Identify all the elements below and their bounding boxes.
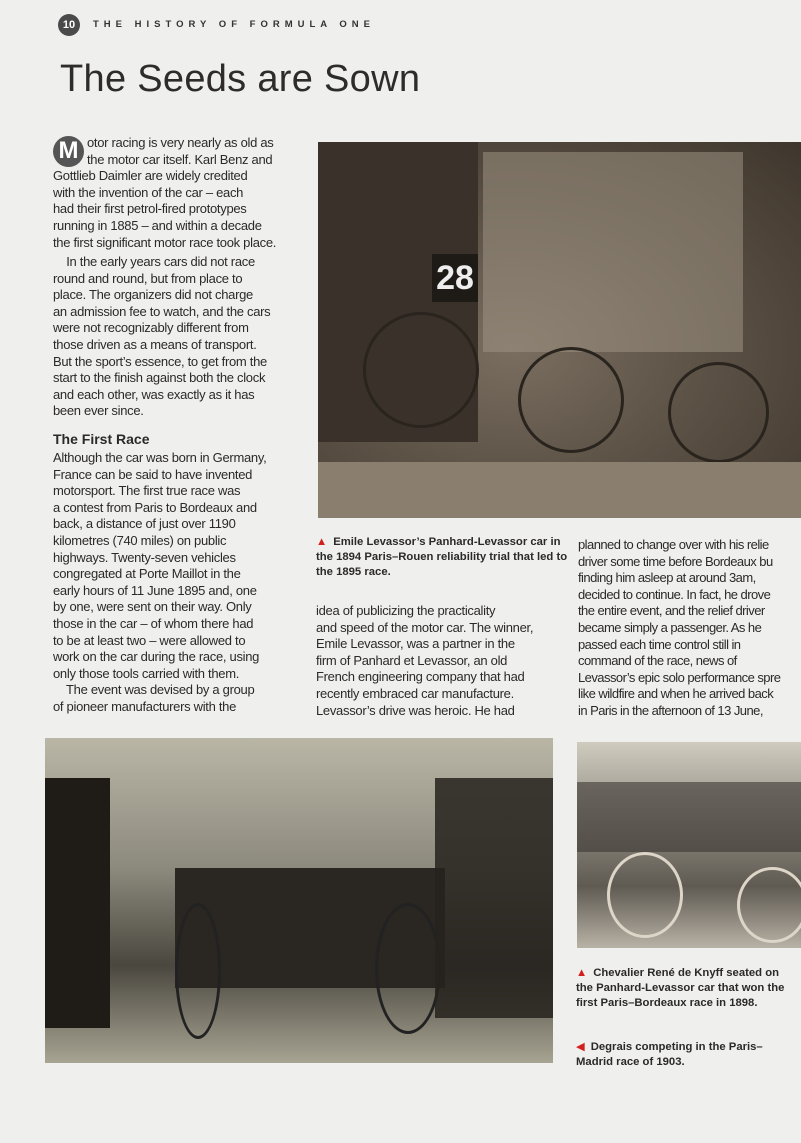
- section-paragraph: Although the car was born in Germany, France can be said to have invented motorsport. The first true race was a contest from Paris to Bordeaux and back, a distance of just over 1190 kilometres (740 miles) on public highways. Twenty-seven vehicles congregated at Porte Maillot in the early hours of 11 June 1895 and, one by one, were sent on their way. Only those in the car – of whom there had to be at least two – were allowed to work on the car during the race, using only those tools carried with them. The event was devised by a group of pioneer manufacturers with the: [53, 450, 267, 714]
- intro-text: [53, 135, 308, 251]
- up-arrow-icon: ▲: [316, 536, 328, 548]
- section-heading: The First Race: [53, 431, 150, 447]
- photo-levassor-car-1894: [318, 142, 801, 518]
- up-arrow-icon: ▲: [576, 967, 588, 979]
- page-number: 10: [58, 14, 80, 36]
- photo-de-knyff-paris-bordeaux: [577, 742, 801, 948]
- page-title: The Seeds are Sown: [60, 58, 421, 100]
- column-3-text: planned to change over with his relie driver some time before Bordeaux bu finding him asleep at around 3am, decided to continue. In fact, he drove the entire event, and the relief driver became simply a passenger. As he passed each time control still in command of the race, news of Levassor’s epic solo performance spre like wildfire and when he arrived back in Paris in the afternoon of 13 June,: [578, 537, 781, 718]
- caption-top-photo: [316, 535, 568, 580]
- photo-degrais-paris-madrid: [45, 738, 553, 1063]
- caption-text: Degrais competing in the Paris–Madrid race of 1903.: [576, 1041, 763, 1068]
- intro-paragraph-1: otor racing is very nearly as old as the motor car itself. Karl Benz and Gottlieb Daimler are widely credited with the invention of the car – each had their first petrol-fired prototypes running in 1885 – and within a decade the first significant motor race took place.: [53, 135, 277, 250]
- caption-degrais: [576, 1040, 798, 1070]
- caption-text: Emile Levassor’s Panhard-Levassor car in the 1894 Paris–Rouen reliability trial that led to the 1895 race.: [316, 536, 568, 578]
- drop-cap: M: [53, 136, 84, 167]
- left-arrow-icon: ◀: [576, 1041, 585, 1053]
- caption-text: Chevalier René de Knyff seated on the Panhard-Levassor car that won the first Paris–Bordeaux race in 1898.: [576, 967, 785, 1009]
- running-title: THE HISTORY OF FORMULA ONE: [93, 19, 376, 30]
- intro-paragraph-2: In the early years cars did not race round and round, but from place to place. The organizers did not charge an admission fee to watch, and the cars were not recognizably different from those driven as a means of transport. But the sport’s essence, to get from the start to the finish against both the clock and each other, was exactly as it has been ever since.: [53, 254, 271, 419]
- column-2-text: idea of publicizing the practicality and speed of the motor car. The winner, Emile Levassor, was a partner in the firm of Panhard et Levassor, an old French engineering company that had recently embraced car manufacture. Levassor’s drive was heroic. He had: [316, 603, 534, 718]
- race-number: 28: [432, 254, 478, 302]
- caption-de-knyff: [576, 966, 798, 1011]
